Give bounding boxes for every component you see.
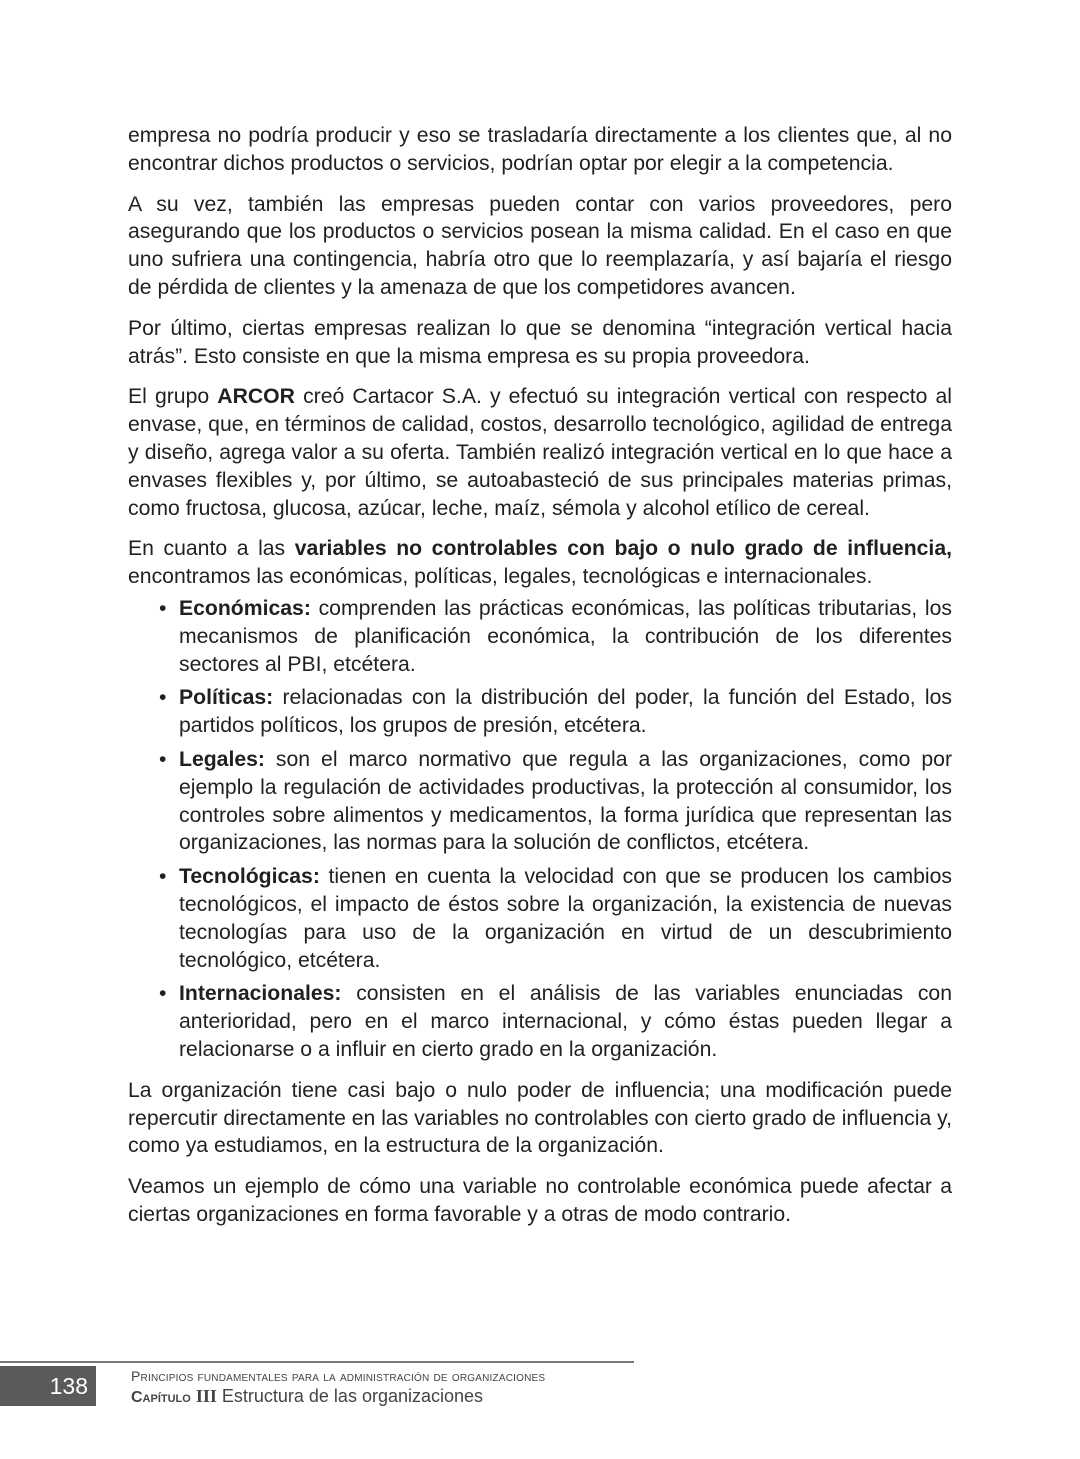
paragraph: empresa no podría producir y eso se trasladaría directamente a los clientes que, al no encontrar dichos productos o servicios, podrían optar por elegir a la competencia. (128, 124, 952, 175)
paragraph: La organización tiene casi bajo o nulo poder de influencia; una modificación puede repercutir directamente en las variables no controlables con cierto grado de influencia y, como ya estudiamos, en la estructura de la organización. (128, 1078, 953, 1158)
bullet-term: Internacionales: (179, 982, 342, 1006)
bullet-term: Tecnológicas: (179, 865, 320, 889)
list-item (179, 746, 952, 857)
paragraph (128, 535, 952, 591)
footer-divider (0, 1361, 634, 1363)
paragraph: Por último, ciertas empresas realizan lo que se denomina “integración vertical hacia atrás”. Esto consiste en que la misma empresa es su propia proveedora. (128, 316, 952, 368)
chapter-title: Estructura de las organizaciones (216, 1386, 484, 1406)
paragraph: A su vez, también las empresas pueden contar con varios proveedores, pero asegurando que los productos o servicios posean la misma calidad. En el caso en que uno sufriera una contingencia, habría otro que lo reemplazaría, y así bajaría el riesgo de pérdida de clientes y la amenaza de que los competidores avancen. (128, 192, 952, 299)
text: El grupo (128, 385, 218, 409)
bullet-text: relacionadas con la distribución del poder, la función del Estado, los partidos políticos, los grupos de presión, etcétera. (179, 686, 952, 738)
bullet-text: comprenden las prácticas económicas, las políticas tributarias, los mecanismos de planificación económica, la contribución de los diferentes sectores al PBI, etcétera. (179, 596, 952, 676)
bold-term: variables no controlables con bajo o nulo grado de influencia, (294, 537, 952, 561)
paragraph: Veamos un ejemplo de cómo una variable no controlable económica puede afectar a ciertas organizaciones en forma favorable y a otras de modo contrario. (128, 1175, 952, 1226)
bullet-text: tienen en cuenta la velocidad con que se producen los cambios tecnológicos, el impacto de éstos sobre la organización, la existencia de nuevas tecnologías para uso de la organización en virtud de un descubrimiento tecnológico, etcétera. (179, 865, 952, 972)
bullet-text: consisten en el análisis de las variables enunciadas con anterioridad, pero en el marco internacional, y cómo éstas pueden llegar a relacionarse o a influir en cierto grado en la organización. (179, 982, 952, 1061)
chapter-label: Capítulo (131, 1389, 191, 1406)
text: encontramos las económicas, políticas, legales, tecnológicas e internacionales. (128, 565, 873, 589)
list-item (179, 595, 952, 678)
page-number: 138 (0, 1366, 96, 1406)
list-item (179, 684, 952, 740)
chapter-line (131, 1386, 483, 1407)
list-item (179, 980, 952, 1063)
bullet-list (128, 595, 952, 1064)
bullet-term: Legales: (179, 747, 265, 771)
bullet-term: Económicas: (179, 596, 311, 620)
book-title: Principios fundamentales para la administración de organizaciones (131, 1368, 546, 1384)
bold-term: ARCOR (217, 385, 295, 409)
chapter-number: III (195, 1386, 217, 1406)
page-body (128, 122, 952, 1242)
text: En cuanto a las (128, 537, 295, 561)
bullet-text: son el marco normativo que regula a las organizaciones, como por ejemplo la regulación de actividades productivas, la protección al consumidor, los controles sobre alimentos y medicamentos, la forma jurídica que representan las organizaciones, las normas para la solución de conflictos, etcétera. (179, 747, 952, 855)
list-item (179, 863, 952, 974)
paragraph (128, 383, 952, 522)
bullet-term: Políticas: (179, 686, 274, 710)
text: creó Cartacor S.A. y efectuó su integración vertical con respecto al envase, que, en términos de calidad, costos, desarrollo tecnológico, agilidad de entrega y diseño, agrega valor a su oferta. También realizó integración vertical en lo que hace a envases flexibles y, por último, se autoabasteció de sus principales materias primas, como fructosa, glucosa, azúcar, leche, maíz, sémola y alcohol etílico de cereal. (128, 385, 952, 520)
